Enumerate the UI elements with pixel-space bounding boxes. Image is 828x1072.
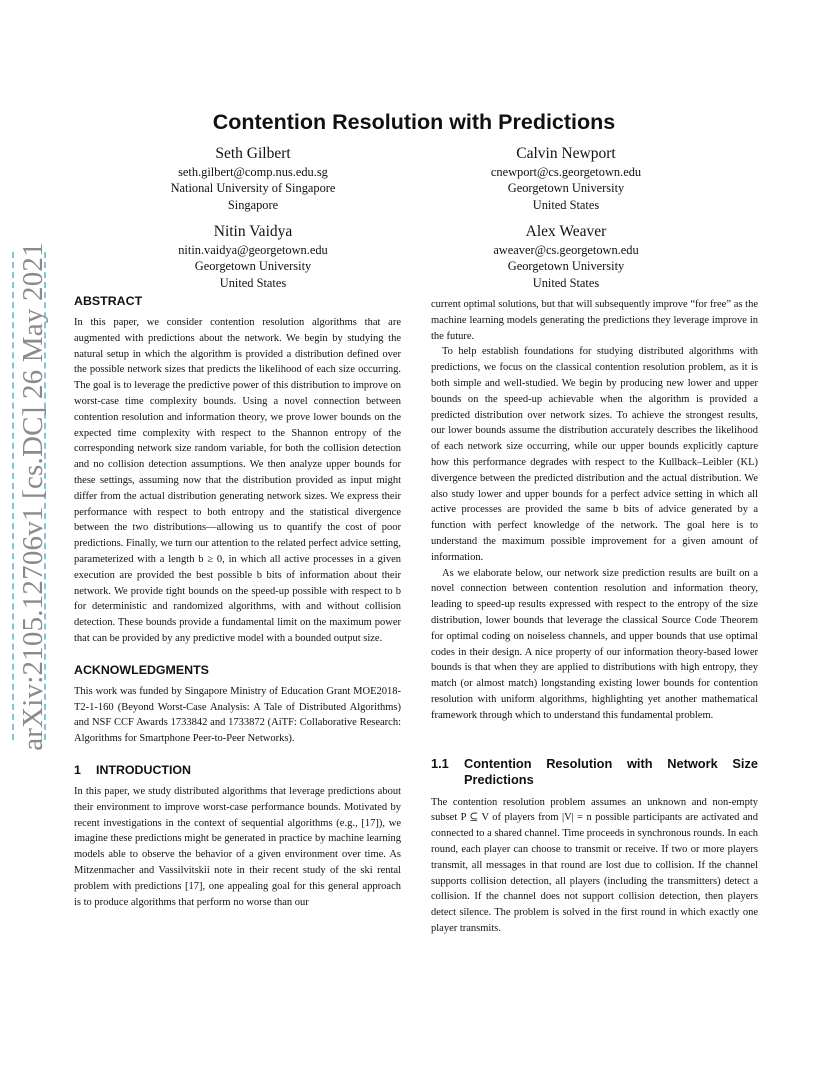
author-affiliation: National University of Singapore [170,181,336,196]
author-country: United States [532,197,600,212]
author-name: Nitin Vaidya [213,223,293,240]
author-affiliation: Georgetown University [194,259,312,274]
author-email: aweaver@cs.georgetown.edu [493,243,639,257]
author-name: Calvin Newport [516,145,616,162]
abstract-heading: ABSTRACT [74,294,143,308]
arxiv-watermark-text: arXiv:2105.12706v1 [cs.DC] 26 May 2021 [16,241,49,751]
author-block [416,222,716,291]
introduction-paragraph: In this paper, we study distributed algorithms that leverage predictions about their environment to improve worst-case performance bounds. Motivated by recent investigations in the context of sequential algorithms (e.g., [17]), we imagine these predictions might be generated in practice by machine learning models able to observe the behavior of a given environment over time. As Mitzenmacher and Vassilvitskii note in their recent study of the ski rental problem with predictions [17], one appealing goal for this general approach is to produce algorithms that perform no worse than our [74,785,401,908]
author-email: seth.gilbert@comp.nus.edu.sg [178,165,328,179]
left-column [74,292,401,910]
introduction-paragraph: As we elaborate below, our network size prediction results are built on a novel connection between contention resolution and information theory, leading to speed-up results expressed with respect to the entropy of the size distribution, lower bounds that leverage the classical Source Code Theorem for optimal coding on noiseless channels, and upper bounds that use optimal codes in their design. A nice property of our information theory-based lower bounds is that when they are applied to distributions with high entropy, they match (or almost match) longstanding existing lower bounds for contention resolution with uniform algorithms, highlighting yet another mathematical framework through which to understand this fundamental problem. [431,567,758,721]
right-column [431,297,758,937]
subsection-paragraph: The contention resolution problem assumes an unknown and non-empty subset P ⊆ V of players from |V| = n possible participants are activated and connected to a shared channel. Time proceeds in synchronous rounds. In each round, each player can choose to transmit or receive. If two or more players transmit, all messages in that round are lost due to collision. If the channel supports collision detection, all players (including the transmitters) detect a collision. If the channel does not support collision detection, then players detect silence. The problem is solved in the first round in which exactly one player transmits. [431,796,758,934]
author-email: nitin.vaidya@georgetown.edu [178,243,328,257]
subsection-title: Contention Resolution with Network Size Predictions [464,755,758,788]
author-block [103,222,403,291]
author-affiliation: Georgetown University [507,181,625,196]
section-title: INTRODUCTION [96,762,191,777]
paper-title: Contention Resolution with Predictions [212,110,616,134]
author-country: United States [219,275,287,290]
author-country: United States [532,275,600,290]
subsection-number: 1.1 [431,755,449,771]
abstract-text: In this paper, we consider contention resolution algorithms that are augmented with predictions about the network. We begin by studying the natural setup in which the algorithm is provided a distribution defined over the possible network sizes that predicts the likelihood of each size occurring. The goal is to leverage the predictive power of this distribution to improve on worst-case time complexity bounds. Using a novel connection between contention resolution and information theory, we prove lower bounds on the expected time complexity with respect to the Shannon entropy of the corresponding network size random variable, for both the collision detection and no collision detection assumptions. We then analyze upper bounds for these settings, assuming now that the distribution provided as input might differ from the actual distribution generating network sizes. We express their performance with respect to both entropy and the statistical divergence between the two distributions—allowing us to quantify the cost of poor predictions. Finally, we turn our attention to the related perfect advice setting, parameterized with a length b ≥ 0, in which all active processes in a given execution are provided the best possible b bits of information about their network. We provide tight bounds on the speed-up possible with respect to b for deterministic and randomized algorithms, with and without collision detection. These bounds provide a fundamental limit on the maximum power that can be provided by any predictive model with a bounded output size. [74,317,401,644]
author-block [416,144,716,213]
author-name: Alex Weaver [525,223,607,240]
author-email: cnewport@cs.georgetown.edu [490,165,642,179]
author-block [103,144,403,213]
author-affiliation: Georgetown University [507,259,625,274]
introduction-heading [74,761,401,779]
introduction-paragraph-continued: current optimal solutions, but that will subsequently improve “for free” as the machine learning models generating the predictions they leverage improve in the future. [431,299,758,342]
author-name: Seth Gilbert [215,145,291,162]
introduction-paragraph: To help establish foundations for studying distributed algorithms with predictions, we focus on the classical contention resolution problem, as it is both simple and well-studied. We begin by producing new lower and upper bounds on the speed-up achievable when the algorithm is provided a predicted distribution over network sizes. To achieve the strongest results, our lower bounds assume the distribution accurately describes the likelihood of each network size occurring, while our upper bounds explicitly capture how this performance degrades with respect to the Kullback–Leibler (KL) divergence between the predicted distribution and the actual distribution. We also study lower and upper bounds for a perfect advice setting in which all active processes are provided the same b bits of advice generated by a function with perfect knowledge of the network. The goal here is to understand the maximum possible improvement for a given amount of information. [431,346,758,563]
acknowledgments-text: This work was funded by Singapore Ministry of Education Grant MOE2018-T2-1-160 (Beyond Worst-Case Analysis: A Tale of Distributed Algorithms) and NSF CCF Awards 1733842 and 1733872 (AiTF: Collaborative Research: Algorithms for Smartphone Peer-to-Peer Networks). [74,685,401,745]
acknowledgments-heading: ACKNOWLEDGMENTS [74,662,209,677]
author-country: Singapore [227,197,279,212]
subsection-heading [431,756,758,789]
section-number: 1 [74,762,81,777]
arxiv-watermark [14,241,52,751]
